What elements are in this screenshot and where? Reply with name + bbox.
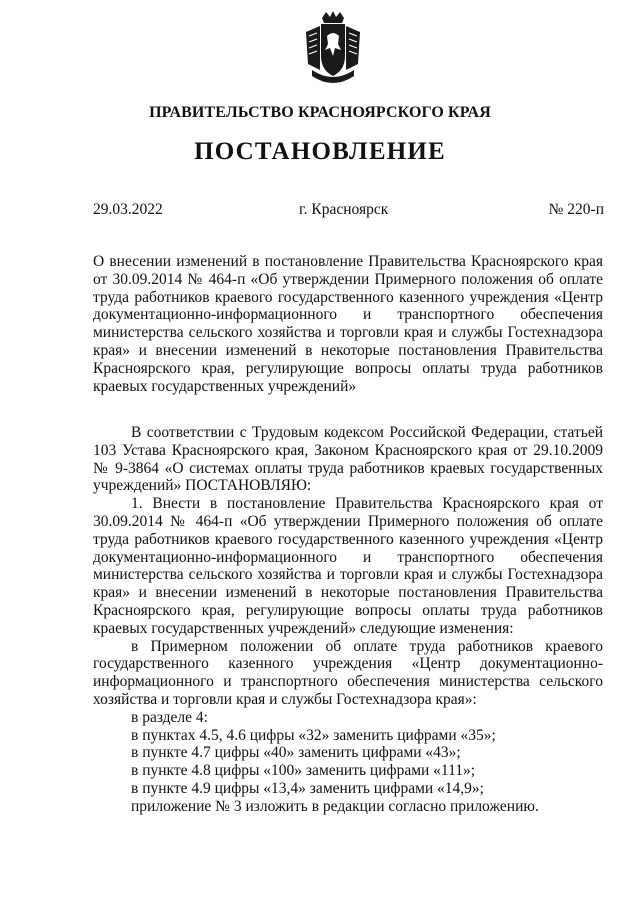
krasnoyarsk-coat-of-arms-icon xyxy=(300,10,366,90)
preamble-paragraph: В соответствии с Трудовым кодексом Российской Федерации, статьей 103 Устава Красноярского края, Законом Красноярского края от 29.10.2009 № 9-3864 «О системах оплаты труда работников краевых государственных учреждений» ПОСТАНОВЛЯЮ: xyxy=(93,424,603,495)
change-line: в пунктах 4.5, 4.6 цифры «32» заменить цифрами «35»; xyxy=(131,726,496,744)
change-line: в пункте 4.7 цифры «40» заменить цифрами «43»; xyxy=(131,744,461,762)
change-line: в пункте 4.9 цифры «13,4» заменить цифрами «14,9»; xyxy=(131,779,484,797)
change-line: в пункте 4.8 цифры «100» заменить цифрами «111»; xyxy=(131,762,476,780)
government-name: ПРАВИТЕЛЬСТВО КРАСНОЯРСКОГО КРАЯ xyxy=(149,104,491,121)
document-number: № 220-п xyxy=(548,201,604,218)
document-city: г. Красноярск xyxy=(299,201,389,218)
change-line: приложение № 3 изложить в редакции согласно приложению. xyxy=(131,797,539,815)
item-1-subparagraph: в Примерном положении об оплате труда работников краевого государственного казенного учреждения «Центр документационно-информационного и транспортного обеспечения министерства сельского хозяйства и торговли края и службы Гостехнадзора края»: xyxy=(93,637,603,708)
document-body xyxy=(93,424,603,816)
document-subject: О внесении изменений в постановление Правительства Красноярского края от 30.09.2014 № 464-п «Об утверждении Примерного положения об оплате труда работников краевого государственного казенного учреждения «Центр документационно-информационного и транспортного обеспечения министерства сельского хозяйства и торговли края и службы Гостехнадзора края» и внесении изменений в некоторые постановления Правительства Красноярского края, регулирующие вопросы оплаты труда работников краевых государственных учреждений» xyxy=(93,253,603,395)
change-line: в разделе 4: xyxy=(131,708,208,726)
document-type: ПОСТАНОВЛЕНИЕ xyxy=(194,138,446,165)
item-1-paragraph: 1. Внести в постановление Правительства Красноярского края от 30.09.2014 № 464-п «Об утверждении Примерного положения об оплате труда работников краевого государственного казенного учреждения «Центр документационно-информационного и транспортного обеспечения министерства сельского хозяйства и торговли края и службы Гостехнадзора края» и внесении изменений в некоторые постановления Правительства Красноярского края, регулирующие вопросы оплаты труда работников краевых государственных учреждений» следующие изменения: xyxy=(93,495,603,637)
document-date: 29.03.2022 xyxy=(93,201,163,218)
